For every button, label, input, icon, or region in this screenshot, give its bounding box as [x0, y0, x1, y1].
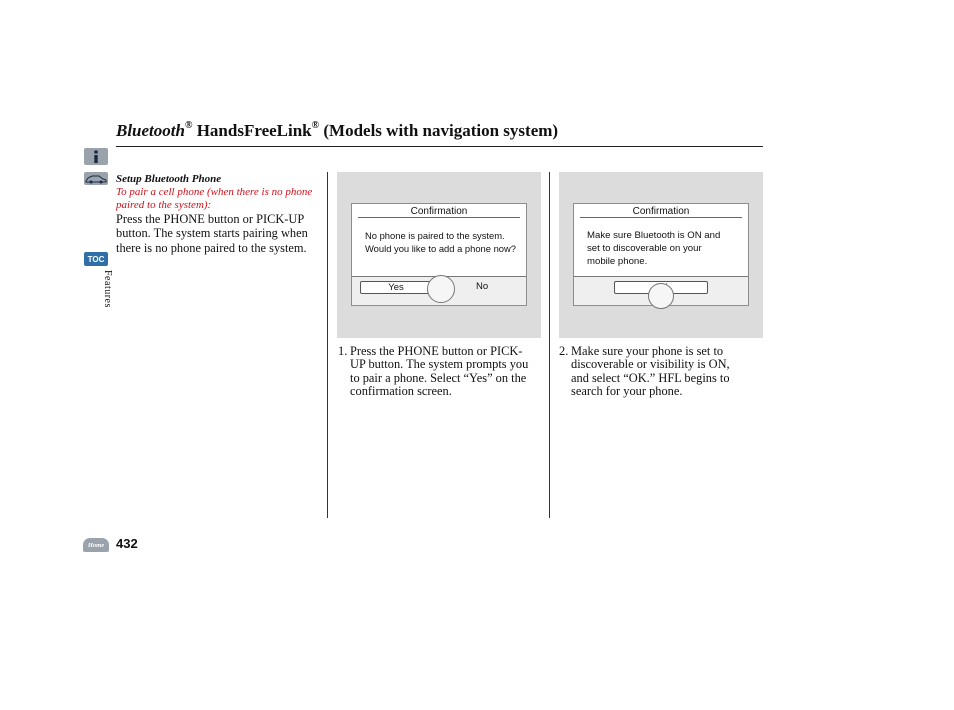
dialog-line: set to discoverable on your [587, 243, 702, 254]
dialog-heading: Confirmation [632, 206, 690, 217]
dialog-heading-rule [358, 217, 520, 218]
dialog-button-bar [352, 276, 526, 305]
column-divider [549, 172, 550, 518]
info-icon [91, 150, 101, 164]
title-registered-mark-2: ® [311, 120, 320, 132]
home-button[interactable]: Home [83, 538, 109, 552]
screen-illustration-2 [559, 172, 763, 338]
dialog-line: Make sure Bluetooth is ON and [587, 230, 721, 241]
dialog-message [365, 229, 516, 255]
title-divider [116, 146, 763, 147]
dialog-heading-rule [580, 217, 742, 218]
confirmation-dialog [351, 203, 527, 306]
step-2 [559, 345, 749, 399]
step-number: 2. [559, 344, 569, 358]
page-title [116, 121, 558, 141]
dialog-heading: Confirmation [410, 206, 468, 217]
dialog-message [587, 229, 720, 268]
step-text: Press the PHONE button or PICK-UP button. The system prompts you to pair a phone. Select “Yes” on the confirmation screen. [350, 344, 529, 399]
step-1 [338, 345, 533, 399]
dialog-line: No phone is paired to the system. [365, 230, 505, 241]
no-button[interactable]: No [476, 281, 489, 292]
interface-dial [427, 275, 455, 303]
dialog-line: mobile phone. [587, 256, 648, 267]
step-number: 1. [338, 344, 348, 358]
dialog-line: Would you like to add a phone now? [365, 243, 516, 254]
interface-dial [648, 283, 674, 309]
title-rest: (Models with navigation system) [319, 121, 559, 140]
title-brand: Bluetooth [116, 121, 185, 140]
condition-note: To pair a cell phone (when there is no phone paired to the system): [116, 186, 313, 211]
info-button[interactable] [84, 148, 108, 165]
title-registered-mark: ® [184, 120, 193, 132]
intro-column [116, 173, 322, 255]
yes-button[interactable]: Yes [360, 281, 432, 294]
step-text: Make sure your phone is set to discoverable or visibility is ON, and select “OK.” HFL begins to search for your phone. [571, 344, 730, 399]
screen-illustration-1 [337, 172, 541, 338]
title-product: HandsFreeLink [192, 121, 312, 140]
page-number: 432 [116, 536, 138, 551]
dialog-button-bar [574, 276, 748, 305]
toc-button[interactable]: TOC [84, 252, 108, 266]
column-divider [327, 172, 328, 518]
car-icon [85, 174, 107, 184]
vehicle-button[interactable] [84, 172, 108, 185]
confirmation-dialog [573, 203, 749, 306]
section-label: Features [102, 270, 113, 308]
intro-body: Press the PHONE button or PICK-UP button. The system starts pairing when there is no phone paired to the system. [116, 212, 308, 255]
subheading: Setup Bluetooth Phone [116, 173, 222, 185]
